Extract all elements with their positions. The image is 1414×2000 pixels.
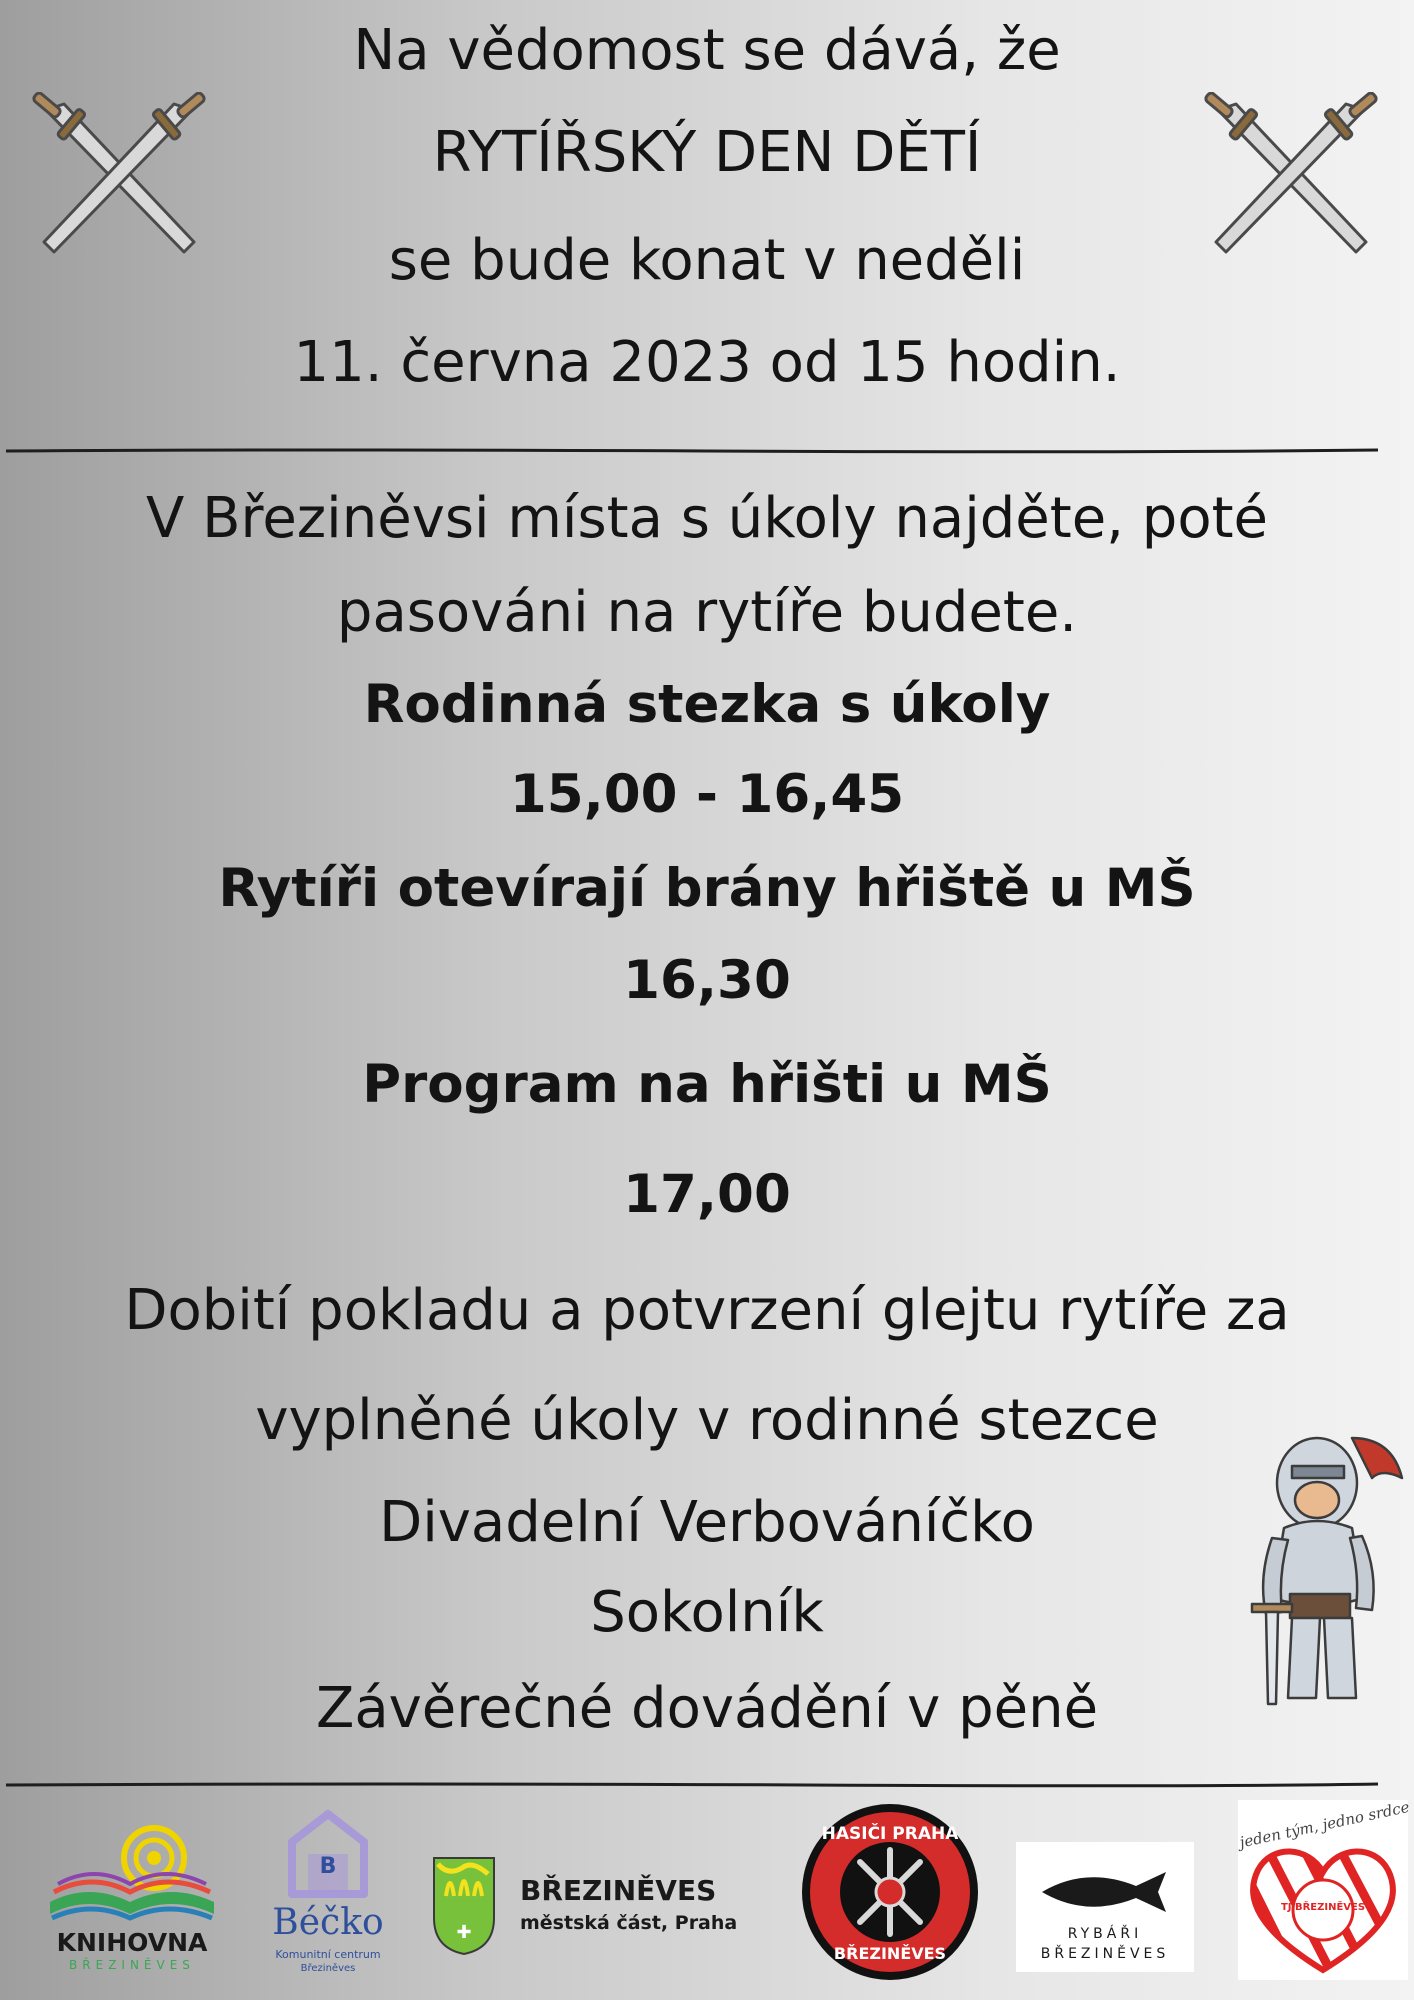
tj-motto: jeden tým, jedno srdce: [1237, 1797, 1411, 1852]
becko-sub-2: Březiněves: [300, 1963, 356, 1974]
divider-bottom: [6, 1782, 1378, 1788]
details-line-2: vyplněné úkoly v rodinné stezce: [255, 1388, 1159, 1453]
fish-icon: [1016, 1856, 1194, 1926]
details-line-3: Divadelní Verbováníčko: [379, 1490, 1035, 1555]
mestska-cast-name: BŘEZINĚVES: [520, 1874, 717, 1907]
erb-brezineves-icon: [432, 1856, 496, 1956]
svg-text:✚: ✚: [456, 1922, 472, 1943]
knihovna-sub: BŘEZINĚVES: [69, 1958, 195, 1972]
intro-line-1: V Březiněvsi místa s úkoly najděte, poté: [146, 486, 1268, 551]
program-time-1: 15,00 - 16,45: [509, 764, 905, 825]
rybari-line-1: RYBÁŘI: [1067, 1926, 1143, 1942]
divider-top: [6, 448, 1378, 454]
header-date: 11. června 2023 od 15 hodin.: [293, 330, 1121, 395]
mestska-cast-sub: městská část, Praha: [520, 1912, 738, 1934]
details-line-4: Sokolník: [590, 1580, 824, 1645]
program-title-2: Rytíři otevírají brány hřiště u MŠ: [218, 858, 1196, 919]
details-line-1: Dobití pokladu a potvrzení glejtu rytíře za: [124, 1278, 1290, 1343]
program-time-3: 17,00: [623, 1164, 791, 1225]
becko-name: Béčko: [272, 1902, 384, 1943]
logo-hasici: [798, 1800, 982, 1984]
header-title: RYTÍŘSKÝ DEN DĚTÍ: [432, 120, 982, 185]
hasici-bottom-text: BŘEZINĚVES: [833, 1944, 947, 1963]
program-time-2: 16,30: [623, 950, 791, 1011]
logo-becko: [258, 1808, 398, 1978]
hasici-top-text: HASIČI PRAHA: [821, 1824, 959, 1844]
logo-rybari: [1016, 1842, 1194, 1972]
knight-icon: [1232, 1428, 1412, 1718]
tj-name: TJ BŘEZINĚVES: [1280, 1902, 1366, 1913]
intro-line-2: pasováni na rytíře budete.: [336, 580, 1078, 645]
details-line-5: Závěrečné dovádění v pěně: [315, 1676, 1099, 1741]
becko-sub-1: Komunitní centrum: [275, 1948, 381, 1961]
program-title-3: Program na hřišti u MŠ: [362, 1054, 1052, 1115]
logo-knihovna: [44, 1822, 220, 1972]
logo-tj: [1237, 1797, 1411, 1980]
becko-letter: B: [319, 1854, 337, 1879]
header-line-3: se bude konat v neděli: [388, 228, 1026, 293]
knihovna-name: KNIHOVNA: [56, 1928, 208, 1957]
becko-house-icon: [258, 1808, 398, 1898]
knihovna-spiral-icon: [44, 1822, 220, 1932]
rybari-line-2: BŘEZINĚVES: [1040, 1946, 1170, 1962]
header-line-1: Na vědomost se dává, že: [353, 18, 1061, 83]
program-title-1: Rodinná stezka s úkoly: [363, 674, 1051, 735]
